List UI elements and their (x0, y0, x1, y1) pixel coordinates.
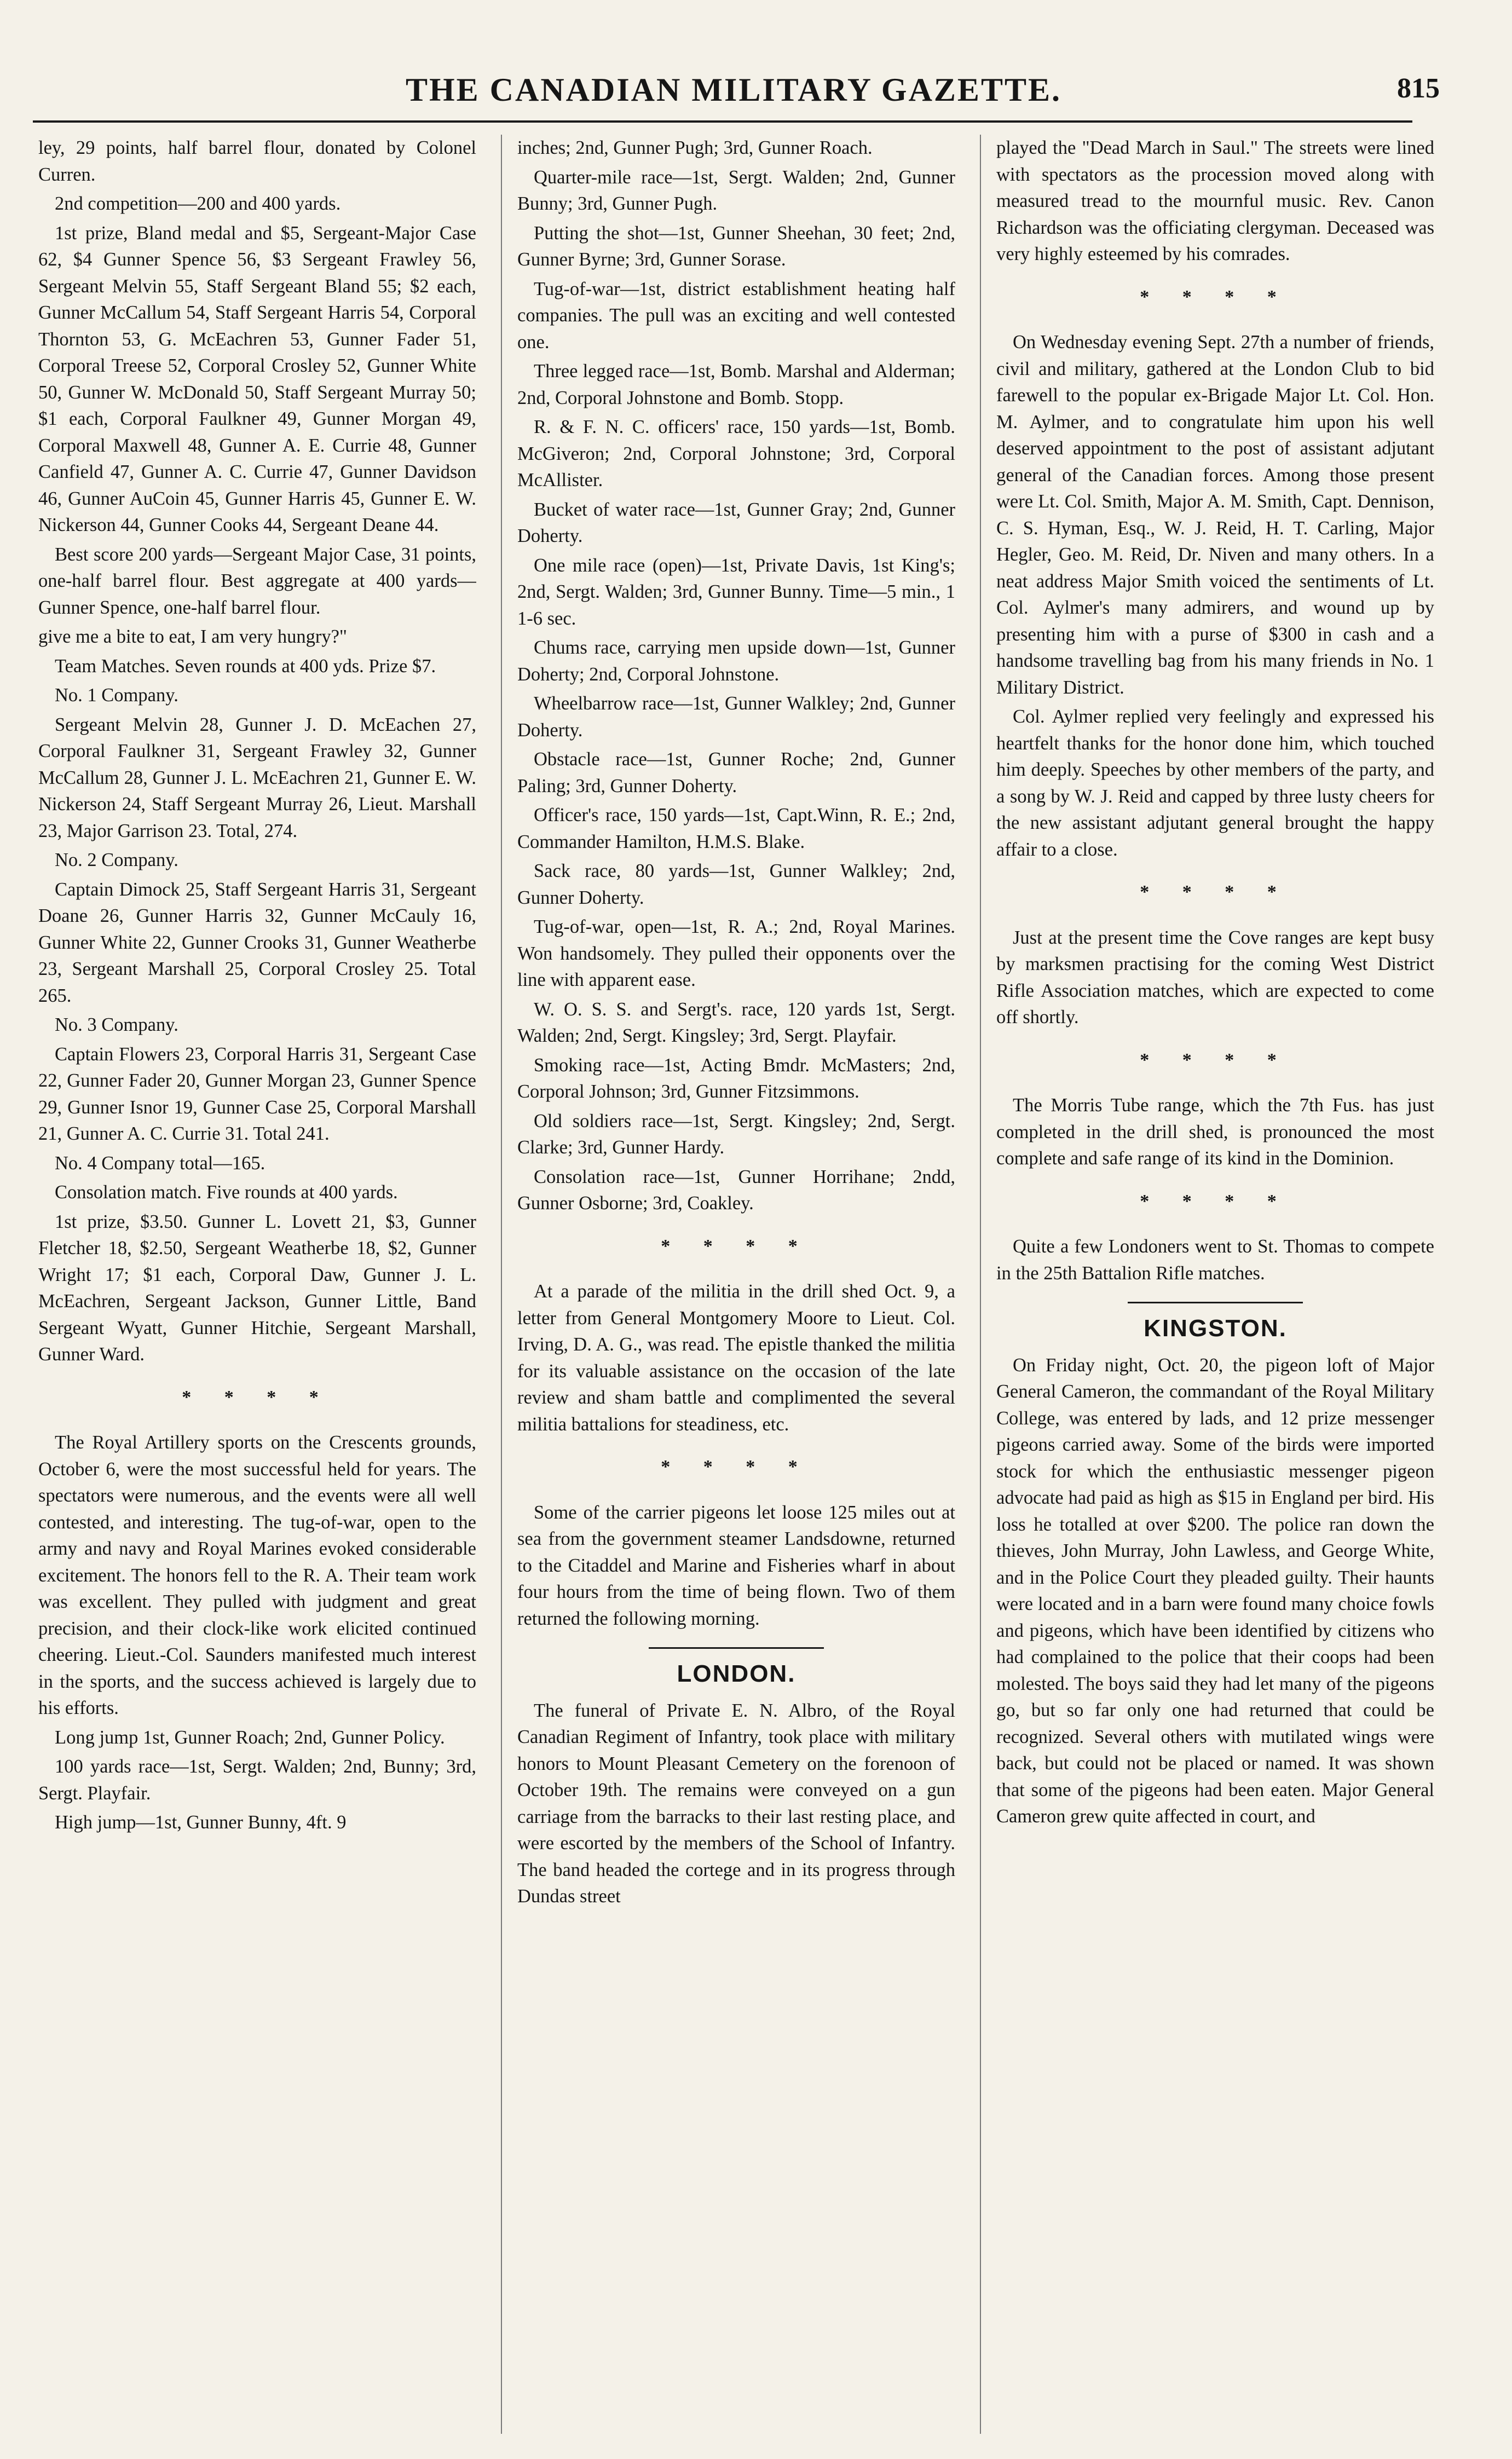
paragraph: Obstacle race—1st, Gunner Roche; 2nd, Gunner Paling; 3rd, Gunner Doherty. (517, 749, 955, 796)
paragraph: Old soldiers race—1st, Sergt. Kingsley; 2nd, Sergt. Clarke; 3rd, Gunner Hardy. (517, 1110, 955, 1158)
paragraph: Quarter-mile race—1st, Sergt. Walden; 2nd, Gunner Bunny; 3rd, Gunner Pugh. (517, 166, 955, 214)
paragraph: Tug-of-war, open—1st, R. A.; 2nd, Royal Marines. Won handsomely. They pulled their opponents over the line with apparent ease. (517, 916, 955, 990)
header-rule (33, 120, 1412, 123)
paragraph: Three legged race—1st, Bomb. Marshal and Alderman; 2nd, Corporal Johnstone and Bomb. Stopp. (517, 361, 955, 408)
section-heading-london: LONDON. (677, 1660, 796, 1687)
paragraph: Wheelbarrow race—1st, Gunner Walkley; 2nd, Gunner Doherty. (517, 693, 955, 741)
paragraph: At a parade of the militia in the drill shed Oct. 9, a letter from General Montgomery Moore to Lieut. Col. Irving, D. A. G., was read. The epistle thanked the militia for its valuable assistance on the occasion of the late review and sham battle and complimented the several militia battalions for steadiness, etc. (517, 1281, 955, 1435)
section-separator: * * * * (1140, 882, 1291, 902)
paragraph: inches; 2nd, Gunner Pugh; 3rd, Gunner Roach. (517, 137, 873, 158)
paragraph: Sergeant Melvin 28, Gunner J. D. McEachen 27, Corporal Faulkner 31, Sergeant Frawley 32, Gunner McCallum 28, Gunner J. L. McEachren 21, Gunner E. W. Nickerson 24, Staff Sergeant Murray 26, Lieut. Marshall 23, Major Garrison 23. Total, 274. (38, 714, 476, 841)
paragraph: Captain Flowers 23, Corporal Harris 31, Sergeant Case 22, Gunner Fader 20, Gunner Morgan 23, Gunner Spence 29, Gunner Isnor 19, Gunner Case 25, Corporal Marshall 21, Gunner A. C. Currie 31. Total 241. (38, 1043, 476, 1144)
paragraph: Smoking race—1st, Acting Bmdr. McMasters; 2nd, Corporal Johnson; 3rd, Gunner Fitzsimmons. (517, 1054, 955, 1102)
paragraph: The Royal Artillery sports on the Crescents grounds, October 6, were the most successful held for years. The spectators were numerous, and the events were all well contested, and interesting. The tug-of-war, open to the army and navy and Royal Marines evoked considerable excitement. The honors fell to the R. A. Their team work was excellent. They pulled with judgment and great precision, and their clock-like work elicited continued cheering. Lieut.-Col. Saunders manifested much interest in the sports, and the success achieved is largely due to his efforts. (38, 1432, 476, 1718)
newspaper-title: THE CANADIAN MILITARY GAZETTE. (405, 72, 1062, 108)
paragraph: Just at the present time the Cove ranges are kept busy by marksmen practising for the coming West District Rifle Association matches, which are expected to come off shortly. (996, 927, 1434, 1028)
column-divider-2 (980, 135, 981, 2434)
paragraph: No. 3 Company. (55, 1014, 178, 1035)
paragraph: 1st prize, $3.50. Gunner L. Lovett 21, $3, Gunner Fletcher 18, $2.50, Sergeant Weatherbe 18, $2, Gunner Wright 17; $1 each, Corporal Daw, Gunner J. L. McEachren, Sergeant Jackson, Gunner Little, Band Sergeant Wyatt, Gunner Hitchie, Sergeant Marshall, Gunner Ward. (38, 1211, 476, 1365)
paragraph: No. 4 Company total—165. (55, 1152, 266, 1174)
paragraph: Bucket of water race—1st, Gunner Gray; 2nd, Gunner Doherty. (517, 499, 955, 546)
paragraph: R. & F. N. C. officers' race, 150 yards—1st, Bomb. McGiveron; 2nd, Corporal Johnstone; 3rd, Corporal McAllister. (517, 417, 955, 490)
section-heading-kingston: KINGSTON. (1144, 1315, 1287, 1342)
paragraph: Consolation race—1st, Gunner Horrihane; 2ndd, Gunner Osborne; 3rd, Coakley. (517, 1166, 955, 1214)
paragraph: Putting the shot—1st, Gunner Sheehan, 30 feet; 2nd, Gunner Byrne; 3rd, Gunner Sorase. (517, 222, 955, 270)
paragraph: 1st prize, Bland medal and $5, Sergeant-Major Case 62, $4 Gunner Spence 56, $3 Sergeant Frawley 56, Sergeant Melvin 55, Staff Sergeant Bland 55; $2 each, Gunner McCallum 54, Staff Sergeant Harris 54, Corporal Thornton 53, G. McEachren 53, Gunner Fader 51, Corporal Treese 52, Corporal Crosley 52, Gunner White 50, Gunner W. McDonald 50, Staff Sergeant Murray 50; $1 each, Corporal Faulkner 49, Gunner Morgan 49, Corporal Maxwell 48, Gunner A. E. Currie 48, Gunner Canfield 47, Gunner A. C. Currie 47, Gunner Davidson 46, Gunner AuCoin 45, Gunner Harris 45, Gunner E. W. Nickerson 44, Gunner Cooks 44, Sergeant Deane 44. (38, 222, 476, 535)
page-number: 815 (1397, 73, 1440, 104)
paragraph: No. 1 Company. (55, 685, 178, 706)
section-separator: * * * * (1140, 1191, 1291, 1211)
paragraph: Captain Dimock 25, Staff Sergeant Harris 31, Sergeant Doane 26, Gunner Harris 32, Gunner McCauly 16, Gunner White 22, Gunner Crooks 31, Gunner Weatherbe 23, Sergeant Marshall 25, Corporal Crosley 25. Total 265. (38, 879, 476, 1006)
column-3 (996, 135, 1434, 2442)
paragraph: Consolation match. Five rounds at 400 yards. (55, 1182, 398, 1203)
section-separator: * * * * (1140, 1049, 1291, 1070)
column-1 (38, 135, 476, 2442)
paragraph: The funeral of Private E. N. Albro, of the Royal Canadian Regiment of Infantry, took place with military honors to Mount Pleasant Cemetery on the forenoon of October 19th. The remains were conveyed on a gun carriage from the barracks to their last resting place, and were escorted by the members of the School of Infantry. The band headed the cortege and in its progress through Dundas street (517, 1700, 955, 1907)
paragraph: Quite a few Londoners went to St. Thomas to compete in the 25th Battalion Rifle matches. (996, 1236, 1434, 1284)
paragraph: 2nd competition—200 and 400 yards. (55, 193, 341, 214)
paragraph: Sack race, 80 yards—1st, Gunner Walkley; 2nd, Gunner Doherty. (517, 861, 955, 908)
paragraph: Some of the carrier pigeons let loose 125 miles out at sea from the government steamer Landsdowne, returned to the Citaddel and Marine and Fisheries wharf in about four hours from the time of being flown. Two of them returned the following morning. (517, 1502, 955, 1629)
section-separator: * * * * (182, 1387, 333, 1407)
paragraph: played the "Dead March in Saul." The streets were lined with spectators as the procession moved along with measured tread to the mournful music. Rev. Canon Richardson was the officiating clergyman. Deceased was very highly esteemed by his comrades. (996, 137, 1434, 264)
section-separator: * * * * (661, 1236, 812, 1256)
paragraph: 100 yards race—1st, Sergt. Walden; 2nd, Bunny; 3rd, Sergt. Playfair. (38, 1756, 476, 1804)
column-2 (517, 135, 955, 2442)
page-header (33, 66, 1440, 109)
section-rule (1128, 1302, 1303, 1303)
paragraph: Team Matches. Seven rounds at 400 yds. Prize $7. (55, 655, 436, 677)
paragraph: Best score 200 yards—Sergeant Major Case, 31 points, one-half barrel flour. Best aggregate at 400 yards—Gunner Spence, one-half barrel flour. (38, 544, 476, 618)
paragraph: ley, 29 points, half barrel flour, donated by Colonel Curren. (38, 137, 476, 185)
paragraph: The Morris Tube range, which the 7th Fus. has just completed in the drill shed, is pronounced the most complete and safe range of its kind in the Dominion. (996, 1095, 1434, 1169)
paragraph: On Friday night, Oct. 20, the pigeon loft of Major General Cameron, the commandant of the Royal Military College, was entered by lads, and 12 prize messenger pigeons carried away. Some of the birds were imported stock for which the enthusiastic messenger pigeon advocate had paid as high as $15 in England per bird. His loss he totalled at over $200. The police ran down the thieves, John Murray, John Lawless, and George White, and in the Police Court they pleaded guilty. Their haunts were located and in a barn were found many choice fowls and pigeons, which have been identified by citizens who had complained to the police that their coops had been molested. The boys said they had let many of the pigeons go, but so far only one had returned that could be recognized. Several others with mutilated wings were back, but could not be placed or named. It was shown that some of the pigeons had been eaten. Major General Cameron grew quite affected in court, and (996, 1354, 1434, 1827)
paragraph: High jump—1st, Gunner Bunny, 4ft. 9 (55, 1812, 347, 1833)
section-separator: * * * * (661, 1457, 812, 1477)
paragraph: W. O. S. S. and Sergt's. race, 120 yards 1st, Sergt. Walden; 2nd, Sergt. Kingsley; 3rd, Sergt. Playfair. (517, 998, 955, 1046)
paragraph: Officer's race, 150 yards—1st, Capt.Winn, R. E.; 2nd, Commander Hamilton, H.M.S. Blake. (517, 805, 955, 852)
paragraph: No. 2 Company. (55, 850, 178, 870)
section-separator: * * * * (1140, 286, 1291, 307)
paragraph: give me a bite to eat, I am very hungry?" (38, 626, 347, 647)
paragraph: On Wednesday evening Sept. 27th a number of friends, civil and military, gathered at the London Club to bid farewell to the popular ex-Brigade Major Lt. Col. Hon. M. Aylmer, and to congratulate him upon his well deserved appointment to the post of assistant adjutant general of the Canadian forces. Among those present were Lt. Col. Smith, Major A. M. Smith, Capt. Dennison, C. S. Hyman, Esq., W. J. Reid, H. T. Carling, Major Hegler, Geo. M. Reid, Dr. Niven and many others. In a neat address Major Smith voiced the sentiments of Lt. Col. Aylmer's many admirers, and wound up by presenting him with a purse of $300 in cash and a handsome travelling bag from his many friends in No. 1 Military District. (996, 332, 1434, 698)
paragraph: One mile race (open)—1st, Private Davis, 1st King's; 2nd, Sergt. Walden; 3rd, Gunner Bunny. Time—5 min., 1 1-6 sec. (517, 555, 955, 629)
section-rule (649, 1647, 824, 1649)
column-divider-1 (501, 135, 502, 2434)
paragraph: Tug-of-war—1st, district establishment heating half companies. The pull was an exciting and well contested one. (517, 278, 955, 353)
paragraph: Col. Aylmer replied very feelingly and expressed his heartfelt thanks for the honor done him, which touched him deeply. Speeches by other members of the party, and a song by W. J. Reid and capped by three lusty cheers for the new assistant adjutant general brought the happy affair to a close. (996, 706, 1434, 860)
paragraph: Chums race, carrying men upside down—1st, Gunner Doherty; 2nd, Corporal Johnstone. (517, 637, 955, 685)
paragraph: Long jump 1st, Gunner Roach; 2nd, Gunner Policy. (55, 1727, 445, 1748)
